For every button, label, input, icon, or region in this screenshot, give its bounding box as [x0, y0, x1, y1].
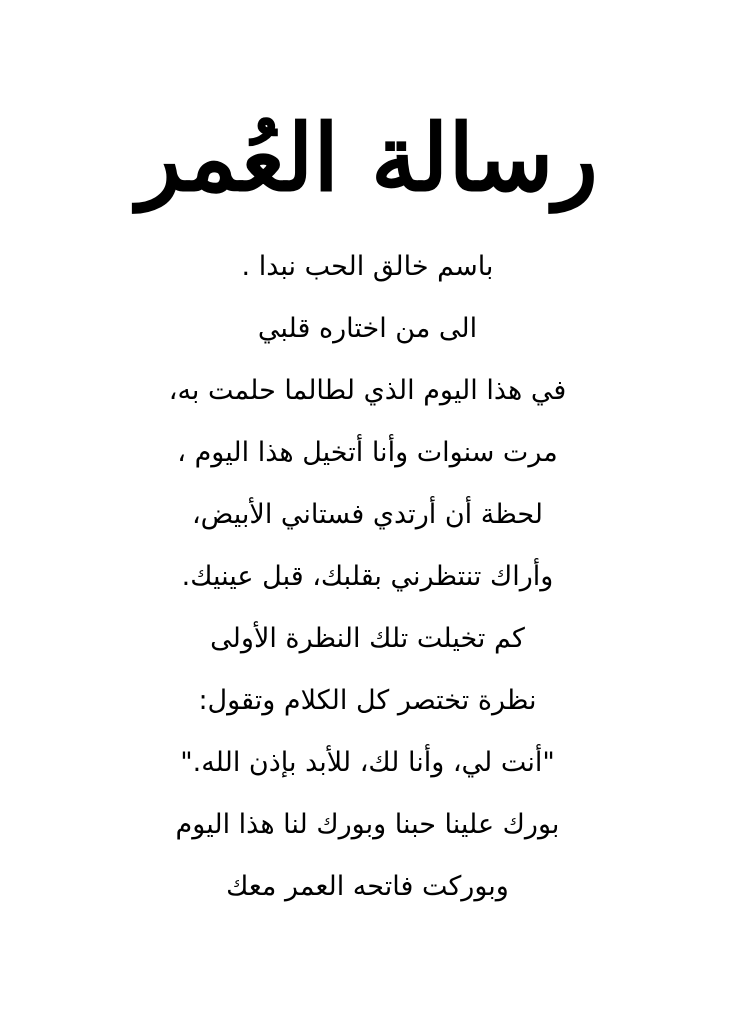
poem-line-9: "أنت لي، وأنا لك، للأبد بإذن الله." — [180, 747, 555, 778]
poem-line-7: كم تخيلت تلك النظرة الأولى — [210, 623, 525, 654]
poem-line-2: الى من اختاره قلبي — [257, 313, 478, 344]
poem-line-5: لحظة أن أرتدي فستاني الأبيض، — [191, 499, 544, 530]
poem-line-3: في هذا اليوم الذي لطالما حلمت به، — [168, 375, 567, 406]
poem-line-4: مرت سنوات وأنا أتخيل هذا اليوم ، — [177, 437, 558, 468]
poem-line-1: باسم خالق الحب نبدا . — [241, 251, 494, 282]
poem-line-10: بورك علينا حبنا وبورك لنا هذا اليوم — [175, 809, 560, 840]
card-title: رسالة العُمر — [137, 104, 598, 212]
poem-body — [40, 236, 695, 918]
poem-line-11: وبوركت فاتحه العمر معك — [226, 871, 509, 902]
poem-line-8: نظرة تختصر كل الكلام وتقول: — [198, 685, 537, 716]
poem-line-6: وأراك تنتظرني بقلبك، قبل عينيك. — [181, 561, 554, 592]
